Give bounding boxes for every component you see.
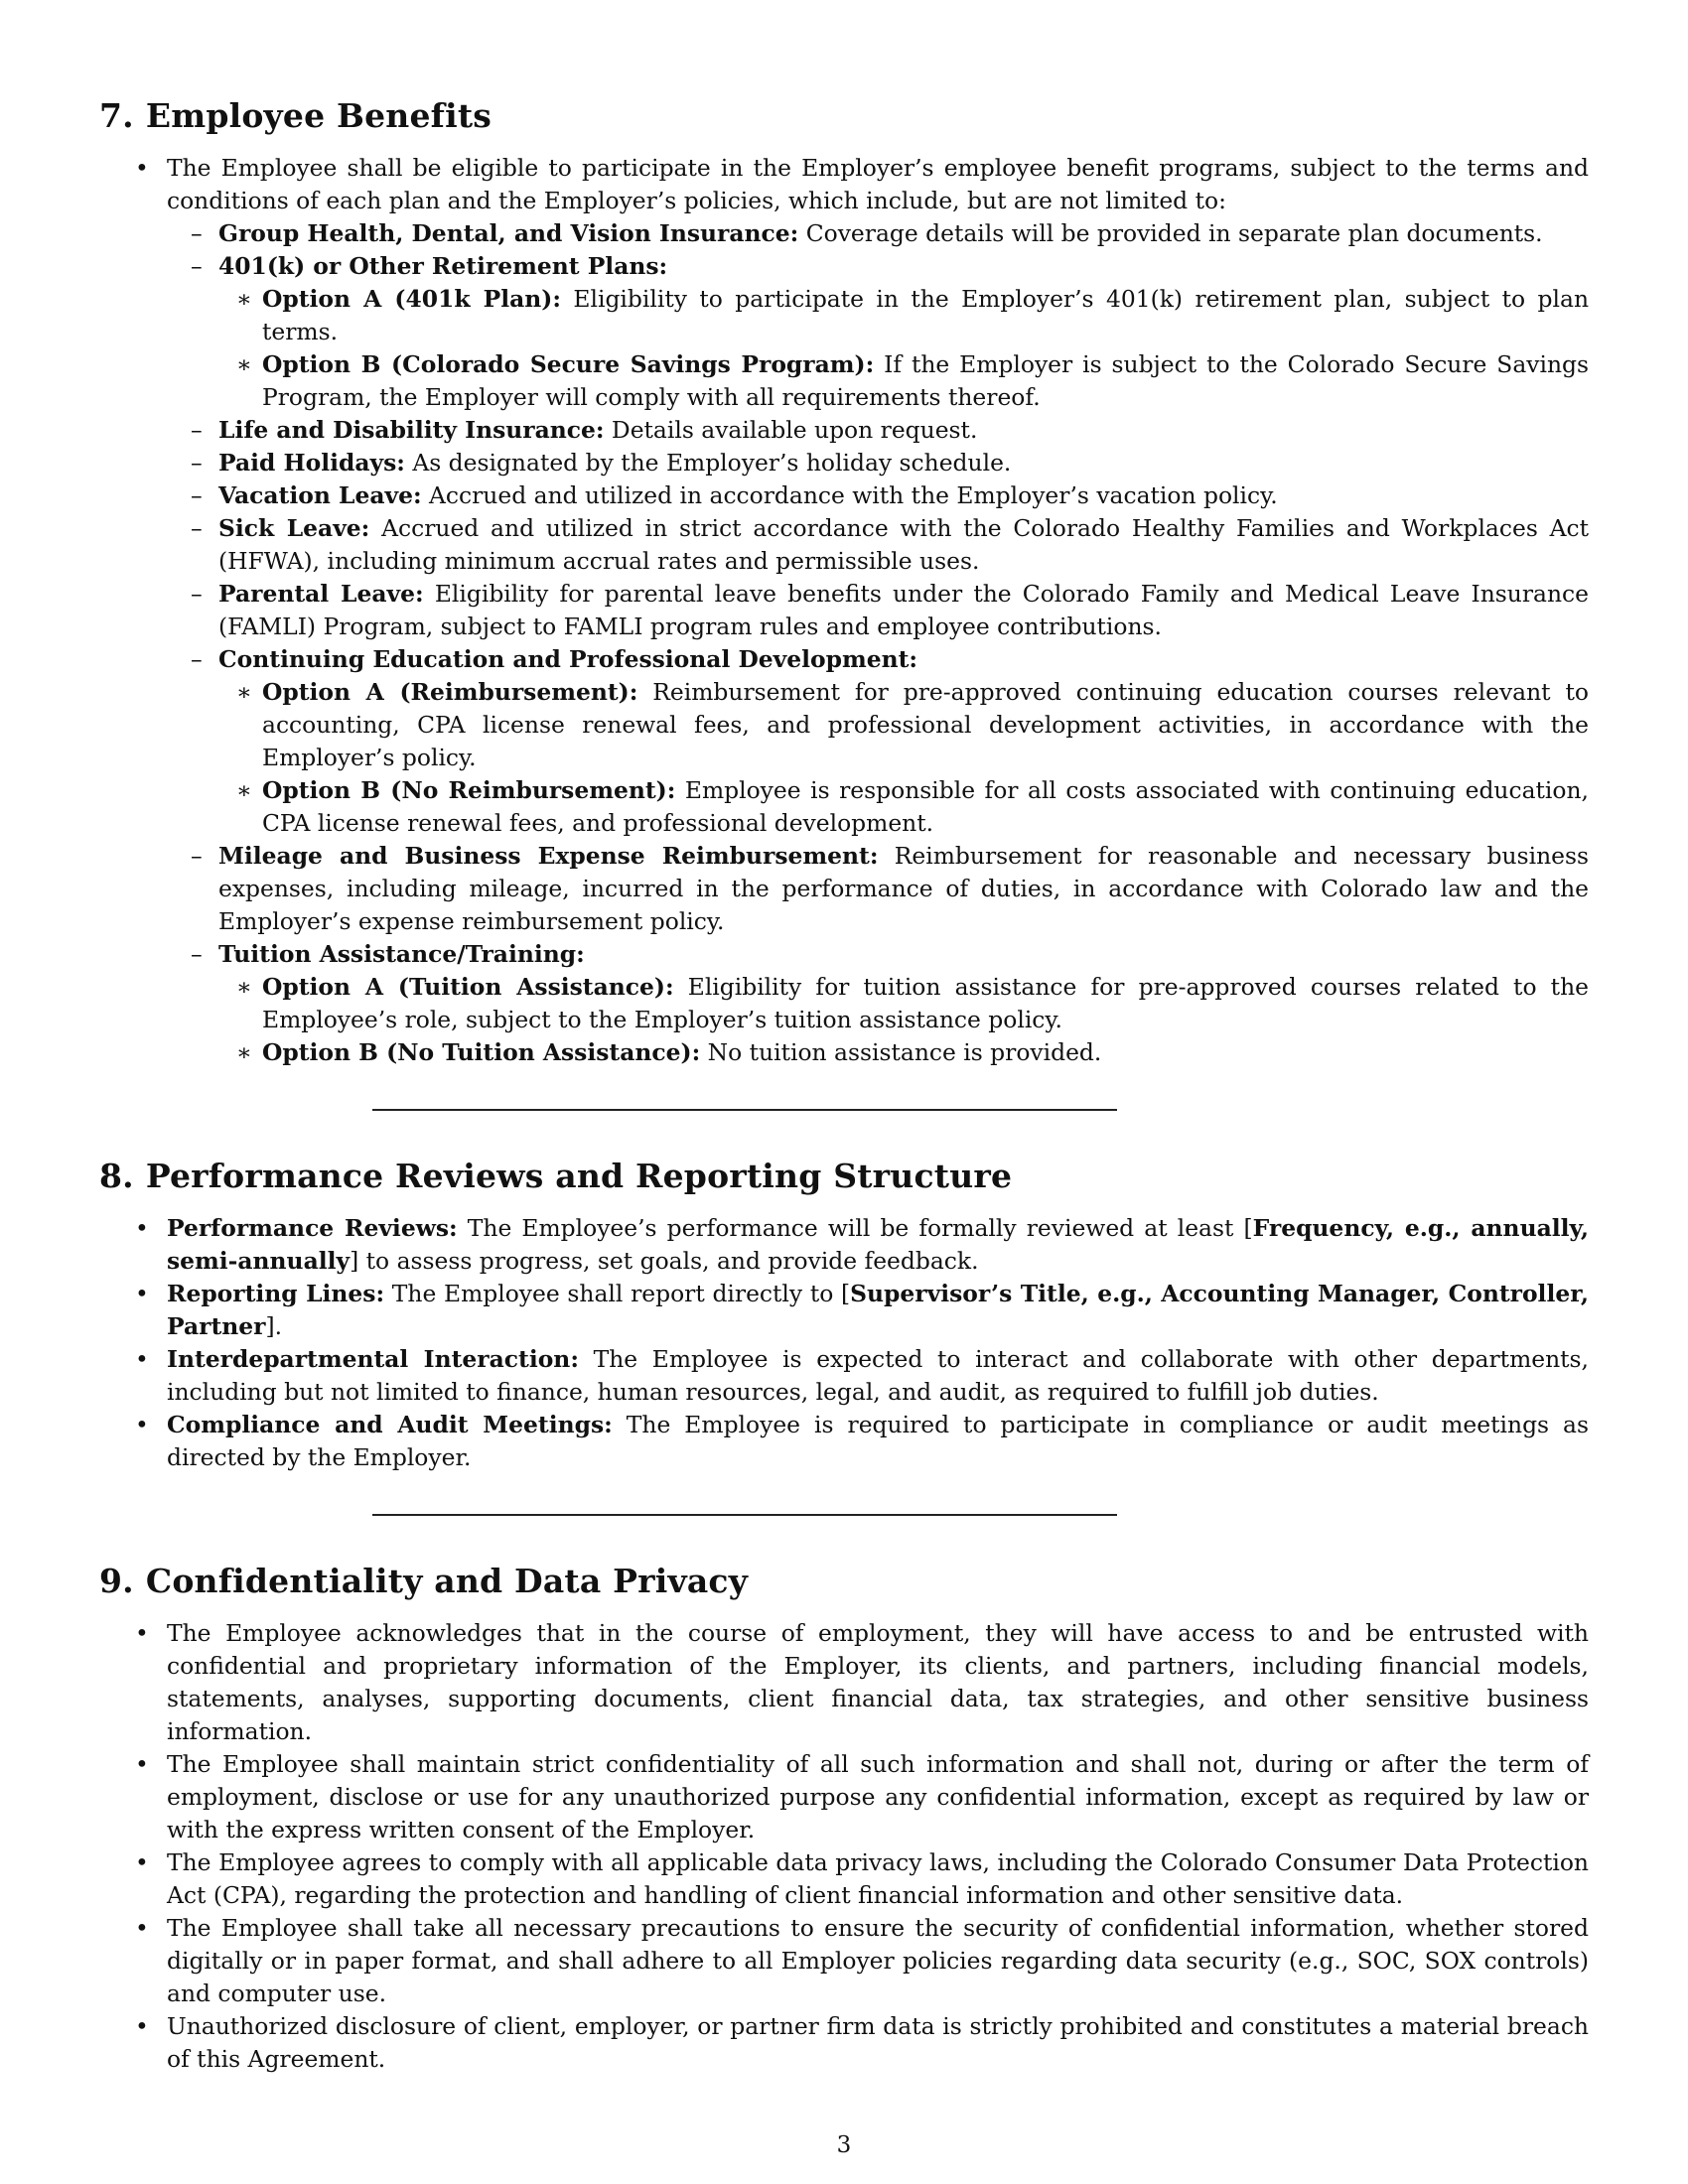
item-label: Vacation Leave: bbox=[218, 481, 422, 509]
list-item: • The Employee shall maintain strict confidentiality of all such information and shall not, during or after the term of employment, disclose or use for any unauthorized purpose any confidential information, except as required by law or with the express written consent of the Employer. bbox=[99, 1748, 1589, 1846]
list-item: • The Employee shall take all necessary precautions to ensure the security of confidential information, whether stored digitally or in paper format, and shall adhere to all Employer policies regarding data security (e.g., SOC, SOX controls) and computer use. bbox=[99, 1912, 1589, 2010]
benefits-list bbox=[99, 152, 1589, 1069]
item-label: Option A (Tuition Assistance): bbox=[262, 973, 674, 1001]
item-label: Parental Leave: bbox=[218, 580, 424, 608]
option-item bbox=[211, 348, 1589, 414]
item-label: Sick Leave: bbox=[218, 514, 370, 542]
item-label: Reporting Lines: bbox=[167, 1280, 385, 1307]
item-text: The Employee is expected to interact and collaborate with other departments, including but not limited to finance, human resources, legal, and audit, as required to fulfill job duties. bbox=[167, 1345, 1589, 1406]
section-title: Employee Benefits bbox=[145, 96, 492, 135]
placeholder-text: Frequency, e.g., annually, semi-annually bbox=[167, 1214, 1589, 1275]
item-label: 401(k) or Other Retirement Plans: bbox=[218, 252, 668, 280]
item-label: Tuition Assistance/Training: bbox=[218, 940, 585, 968]
option-list bbox=[211, 971, 1589, 1069]
item-label: Option B (No Reimbursement): bbox=[262, 776, 676, 804]
item-label: Compliance and Audit Meetings: bbox=[167, 1411, 613, 1438]
section-number: 8. bbox=[99, 1157, 134, 1195]
performance-list bbox=[99, 1212, 1589, 1474]
list-item bbox=[99, 1278, 1589, 1343]
item-text: Details available upon request. bbox=[604, 416, 978, 444]
item-label: Group Health, Dental, and Vision Insurance: bbox=[218, 219, 799, 247]
section-9-heading bbox=[99, 1560, 1589, 1603]
option-item bbox=[211, 971, 1589, 1036]
item-text: As designated by the Employer’s holiday schedule. bbox=[404, 449, 1012, 477]
item-label: Continuing Education and Professional Development: bbox=[218, 645, 918, 673]
list-item bbox=[99, 152, 1589, 1069]
list-item bbox=[99, 1409, 1589, 1474]
section-7-heading bbox=[99, 94, 1589, 138]
benefit-parental bbox=[159, 578, 1589, 643]
item-label: Interdepartmental Interaction: bbox=[167, 1345, 579, 1373]
item-label: Mileage and Business Expense Reimbursement: bbox=[218, 842, 879, 870]
list-item bbox=[99, 1212, 1589, 1278]
section-title: Performance Reviews and Reporting Structure bbox=[145, 1157, 1013, 1195]
list-item bbox=[99, 1343, 1589, 1409]
item-text: Reimbursement for pre-approved continuing education courses relevant to accounting, CPA license renewal fees, and professional development activities, in accordance with the Employer’s policy. bbox=[262, 678, 1589, 771]
item-text: The Employee is required to participate in compliance or audit meetings as directed by the Employer. bbox=[167, 1411, 1590, 1471]
section-divider bbox=[372, 1514, 1117, 1516]
item-label: Life and Disability Insurance: bbox=[218, 416, 605, 444]
item-label: Option A (Reimbursement): bbox=[262, 678, 638, 706]
benefit-retirement bbox=[159, 250, 1589, 414]
item-text: ]. bbox=[265, 1312, 283, 1340]
option-item bbox=[211, 676, 1589, 774]
item-text: Eligibility for parental leave benefits under the Colorado Family and Medical Leave Insurance (FAMLI) Program, subject to FAMLI program rules and employee contributions. bbox=[218, 580, 1589, 640]
item-text: Employee is responsible for all costs associated with continuing education, CPA license renewal fees, and professional development. bbox=[262, 776, 1589, 837]
benefit-vacation bbox=[159, 479, 1589, 512]
section-8-heading bbox=[99, 1155, 1589, 1198]
item-text: ] to assess progress, set goals, and provide feedback. bbox=[350, 1247, 979, 1275]
item-text: The Employee’s performance will be formally reviewed at least [ bbox=[457, 1214, 1253, 1242]
section-divider bbox=[372, 1109, 1117, 1111]
benefit-health bbox=[159, 217, 1589, 250]
section-number: 9. bbox=[99, 1562, 134, 1600]
item-text: No tuition assistance is provided. bbox=[700, 1038, 1102, 1066]
item-label: Performance Reviews: bbox=[167, 1214, 458, 1242]
option-list bbox=[211, 676, 1589, 840]
option-item bbox=[211, 283, 1589, 348]
item-text: Accrued and utilized in strict accordance with the Colorado Healthy Families and Workplaces Act (HFWA), including minimum accrual rates and permissible uses. bbox=[218, 514, 1590, 575]
item-text: Accrued and utilized in accordance with the Employer’s vacation policy. bbox=[421, 481, 1278, 509]
item-text: Eligibility for tuition assistance for pre-approved courses related to the Employee’s role, subject to the Employer’s tuition assistance policy. bbox=[262, 973, 1589, 1033]
option-item bbox=[211, 1036, 1589, 1069]
benefit-holidays bbox=[159, 447, 1589, 479]
item-label: Option B (No Tuition Assistance): bbox=[262, 1038, 701, 1066]
item-label: Option A (401k Plan): bbox=[262, 285, 561, 313]
benefit-sublist bbox=[159, 217, 1589, 1069]
benefit-education bbox=[159, 643, 1589, 840]
item-text: The Employee shall be eligible to participate in the Employer’s employee benefit programs, subject to the terms and conditions of each plan and the Employer’s policies, which include, but are not limited to: bbox=[167, 154, 1589, 214]
page-number: 3 bbox=[836, 2132, 852, 2158]
item-text: If the Employer is subject to the Colorado Secure Savings Program, the Employer will comply with all requirements thereof. bbox=[262, 350, 1590, 411]
list-item: • The Employee acknowledges that in the course of employment, they will have access to and be entrusted with confidential and proprietary information of the Employer, its clients, and partners, including financial models, statements, analyses, supporting documents, client financial data, tax strategies, and other sensitive business information. bbox=[99, 1617, 1589, 1748]
placeholder-text: Supervisor’s Title, e.g., Accounting Manager, Controller, Partner bbox=[167, 1280, 1589, 1340]
item-text: Reimbursement for reasonable and necessary business expenses, including mileage, incurred in the performance of duties, in accordance with Colorado law and the Employer’s expense reimbursement policy. bbox=[218, 842, 1589, 935]
page-content bbox=[99, 94, 1589, 2076]
confidentiality-list bbox=[99, 1617, 1589, 2076]
item-label: Paid Holidays: bbox=[218, 449, 405, 477]
list-item: • The Employee agrees to comply with all applicable data privacy laws, including the Colorado Consumer Data Protection Act (CPA), regarding the protection and handling of client financial information and other sensitive data. bbox=[99, 1846, 1589, 1912]
option-item bbox=[211, 774, 1589, 840]
section-number: 7. bbox=[99, 96, 134, 135]
item-text: Coverage details will be provided in separate plan documents. bbox=[798, 219, 1543, 247]
benefit-mileage bbox=[159, 840, 1589, 938]
item-text: The Employee shall report directly to [ bbox=[384, 1280, 851, 1307]
list-item: • Unauthorized disclosure of client, employer, or partner firm data is strictly prohibited and constitutes a material breach of this Agreement. bbox=[99, 2010, 1589, 2076]
item-text: Eligibility to participate in the Employer’s 401(k) retirement plan, subject to plan terms. bbox=[262, 285, 1590, 345]
benefit-life bbox=[159, 414, 1589, 447]
section-title: Confidentiality and Data Privacy bbox=[145, 1562, 749, 1600]
benefit-sick bbox=[159, 512, 1589, 578]
benefit-tuition bbox=[159, 938, 1589, 1069]
item-label: Option B (Colorado Secure Savings Program): bbox=[262, 350, 875, 378]
option-list bbox=[211, 283, 1589, 414]
